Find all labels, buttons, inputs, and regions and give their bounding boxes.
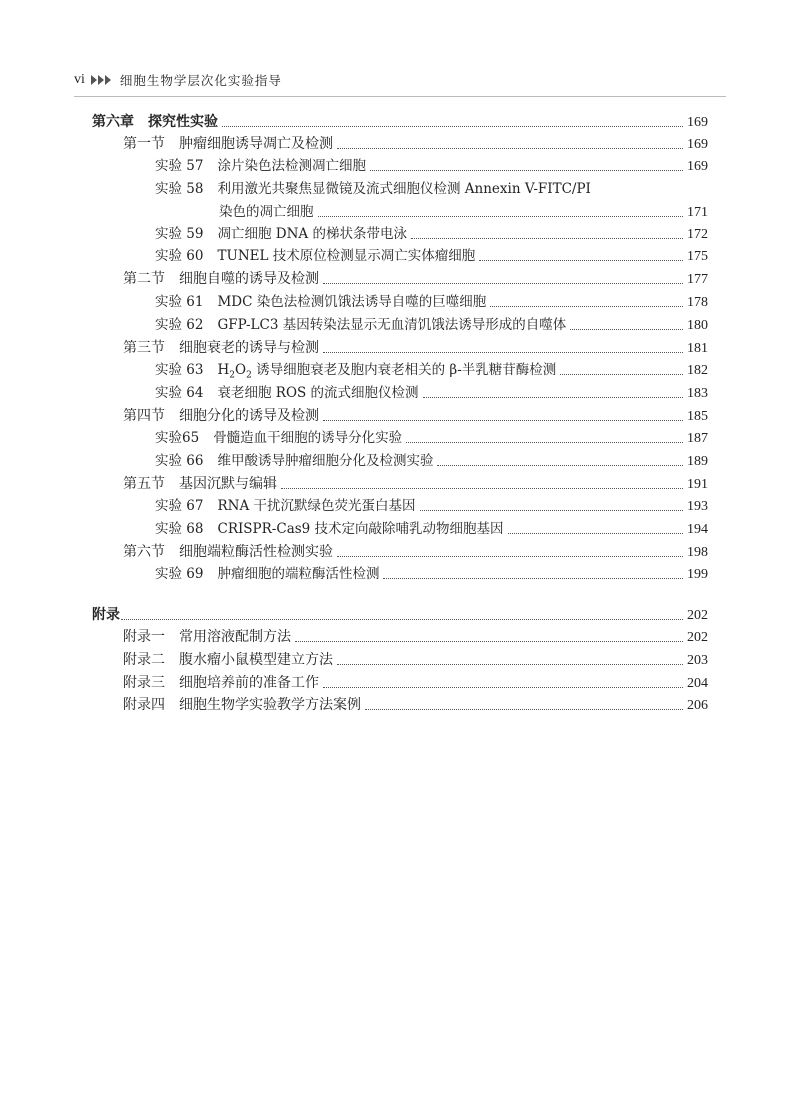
dot-leader: [437, 450, 683, 466]
section-label: 第四节: [123, 408, 165, 424]
toc-section-2[interactable]: [123, 268, 708, 290]
page-ref: 203: [687, 653, 708, 668]
toc-chapter-6[interactable]: [92, 111, 708, 133]
page-ref: 181: [687, 341, 708, 356]
section-label: 第一节: [123, 136, 165, 152]
page-ref: 202: [687, 630, 708, 645]
section-title: 肿瘤细胞诱导凋亡及检测: [179, 136, 333, 152]
dot-leader: [383, 563, 683, 579]
appendix-label: 附录二: [123, 652, 165, 668]
page-ref: 189: [687, 454, 708, 469]
experiment-title: RNA 干扰沉默绿色荧光蛋白基因: [217, 498, 416, 514]
experiment-title: MDC 染色法检测饥饿法诱导自噬的巨噬细胞: [217, 294, 487, 310]
dot-leader: [370, 155, 683, 171]
chevron-arrows-icon: [91, 75, 112, 85]
page-number: vi: [74, 72, 85, 87]
dot-leader: [423, 382, 683, 398]
page-ref: 199: [687, 567, 708, 582]
section-title: 细胞端粒酶活性检测实验: [179, 544, 333, 560]
page-ref: 169: [687, 159, 708, 174]
book-title: 细胞生物学层次化实验指导: [119, 73, 282, 88]
experiment-label: 实验 68: [155, 521, 204, 537]
page-ref: 185: [687, 409, 708, 424]
appendix-item-title: 腹水瘤小鼠模型建立方法: [179, 652, 333, 668]
experiment-title: 骨髓造血干细胞的诱导分化实验: [213, 430, 403, 446]
page-ref: 169: [687, 115, 708, 130]
page-ref: 177: [687, 272, 708, 287]
page-ref: 194: [687, 522, 708, 537]
page-ref: 172: [687, 227, 708, 242]
toc-experiment-59[interactable]: [155, 223, 708, 245]
section-title: 细胞自噬的诱导及检测: [179, 271, 319, 287]
page-ref: 206: [687, 698, 708, 713]
page-ref: 183: [687, 386, 708, 401]
toc-experiment-57[interactable]: [155, 155, 708, 177]
page-ref: 180: [687, 318, 708, 333]
toc-experiment-62[interactable]: [155, 314, 708, 336]
dot-leader: [323, 268, 683, 284]
toc-experiment-60[interactable]: [155, 245, 708, 267]
experiment-title: 衰老细胞 ROS 的流式细胞仪检测: [217, 385, 419, 401]
page-ref: 204: [687, 676, 708, 691]
experiment-title: CRISPR-Cas9 技术定向敲除哺乳动物细胞基因: [217, 521, 504, 537]
page-ref: 198: [687, 545, 708, 560]
section-label: 第二节: [123, 271, 165, 287]
experiment-title: 维甲酸诱导肿瘤细胞分化及检测实验: [217, 453, 434, 469]
page-ref: 202: [687, 608, 708, 623]
appendix-item-title: 常用溶液配制方法: [179, 629, 291, 645]
dot-leader: [337, 541, 683, 557]
dot-leader: [365, 694, 683, 710]
dot-leader: [490, 291, 683, 307]
dot-leader: [323, 672, 683, 688]
toc-section-5[interactable]: [123, 473, 708, 495]
dot-leader: [411, 223, 683, 239]
experiment-label: 实验 60: [155, 248, 204, 264]
dot-leader: [323, 405, 683, 421]
toc-experiment-64[interactable]: [155, 382, 708, 404]
chapter-label: 第六章: [92, 114, 134, 130]
section-title: 基因沉默与编辑: [179, 476, 277, 492]
appendix-title: 附录: [92, 607, 120, 623]
page-ref: 178: [687, 295, 708, 310]
experiment-title-continued: 染色的凋亡细胞: [219, 204, 314, 220]
dot-leader: [420, 495, 683, 511]
section-label: 第五节: [123, 476, 165, 492]
page-ref: 171: [687, 205, 708, 220]
experiment-label: 实验 61: [155, 294, 204, 310]
section-title: 细胞分化的诱导及检测: [179, 408, 319, 424]
experiment-label: 实验 63: [155, 362, 204, 378]
dot-leader: [406, 427, 683, 443]
experiment-label: 实验65: [155, 430, 200, 446]
toc-appendix-4[interactable]: [123, 694, 708, 716]
experiment-label: 实验 64: [155, 385, 204, 401]
experiment-label: 实验 57: [155, 158, 204, 174]
toc-appendix-2[interactable]: [123, 649, 708, 671]
page-ref: 187: [687, 431, 708, 446]
experiment-title: TUNEL 技术原位检测显示凋亡实体瘤细胞: [217, 248, 476, 264]
experiment-label: 实验 62: [155, 317, 204, 333]
chapter-title: 探究性实验: [148, 114, 218, 130]
page-ref: 191: [687, 477, 708, 492]
toc-appendix-3[interactable]: [123, 672, 708, 694]
appendix-label: 附录四: [123, 697, 165, 713]
toc-experiment-68[interactable]: [155, 518, 708, 540]
section-label: 第六节: [123, 544, 165, 560]
page-ref: 182: [687, 363, 708, 378]
toc-section-4[interactable]: [123, 405, 708, 427]
header-rule: [74, 96, 726, 97]
section-title: 细胞衰老的诱导与检测: [179, 340, 319, 356]
experiment-label: 实验 58: [155, 181, 204, 197]
toc-experiment-69[interactable]: [155, 563, 708, 585]
dot-leader: [295, 626, 683, 642]
toc-experiment-63[interactable]: [155, 359, 708, 381]
page-ref: 175: [687, 249, 708, 264]
dot-leader: [121, 604, 683, 620]
toc-experiment-65[interactable]: [155, 427, 708, 449]
experiment-title: 涂片染色法检测凋亡细胞: [217, 158, 366, 174]
appendix-item-title: 细胞培养前的准备工作: [179, 675, 319, 691]
experiment-title: 利用激光共聚焦显微镜及流式细胞仪检测 Annexin V-FITC/PI: [217, 181, 591, 197]
dot-leader: [479, 245, 683, 261]
toc-section-6[interactable]: [123, 541, 708, 563]
experiment-label: 实验 67: [155, 498, 204, 514]
section-label: 第三节: [123, 340, 165, 356]
toc-experiment-66[interactable]: [155, 450, 708, 472]
dot-leader: [560, 359, 683, 375]
page-ref: 193: [687, 499, 708, 514]
experiment-title: $H_2O_2$ 诱导细胞衰老及胞内衰老相关的 β-半乳糖苷酶检测: [217, 362, 557, 381]
dot-leader: [318, 201, 684, 217]
appendix-label: 附录三: [123, 675, 165, 691]
dot-leader: [508, 518, 683, 534]
page-ref: 169: [687, 137, 708, 152]
toc-section-3[interactable]: [123, 337, 708, 359]
toc-appendix-1[interactable]: [123, 626, 708, 648]
toc-experiment-58[interactable]: [155, 178, 708, 200]
experiment-label: 实验 66: [155, 453, 204, 469]
dot-leader: [323, 337, 683, 353]
toc-section-1[interactable]: [123, 133, 708, 155]
experiment-label: 实验 69: [155, 566, 204, 582]
appendix-label: 附录一: [123, 629, 165, 645]
toc-appendix[interactable]: [92, 604, 708, 626]
dot-leader: [337, 649, 683, 665]
dot-leader: [222, 111, 683, 127]
experiment-title: 肿瘤细胞的端粒酶活性检测: [217, 566, 380, 582]
running-header: [74, 70, 282, 90]
toc-experiment-61[interactable]: [155, 291, 708, 313]
toc-experiment-58-continued[interactable]: [219, 201, 708, 223]
dot-leader: [570, 314, 683, 330]
toc-experiment-67[interactable]: [155, 495, 708, 517]
experiment-title: GFP-LC3 基因转染法显示无血清饥饿法诱导形成的自噬体: [217, 317, 567, 333]
experiment-label: 实验 59: [155, 226, 204, 242]
experiment-title: 凋亡细胞 DNA 的梯状条带电泳: [217, 226, 407, 242]
appendix-item-title: 细胞生物学实验教学方法案例: [179, 697, 361, 713]
dot-leader: [281, 473, 683, 489]
dot-leader: [337, 133, 683, 149]
